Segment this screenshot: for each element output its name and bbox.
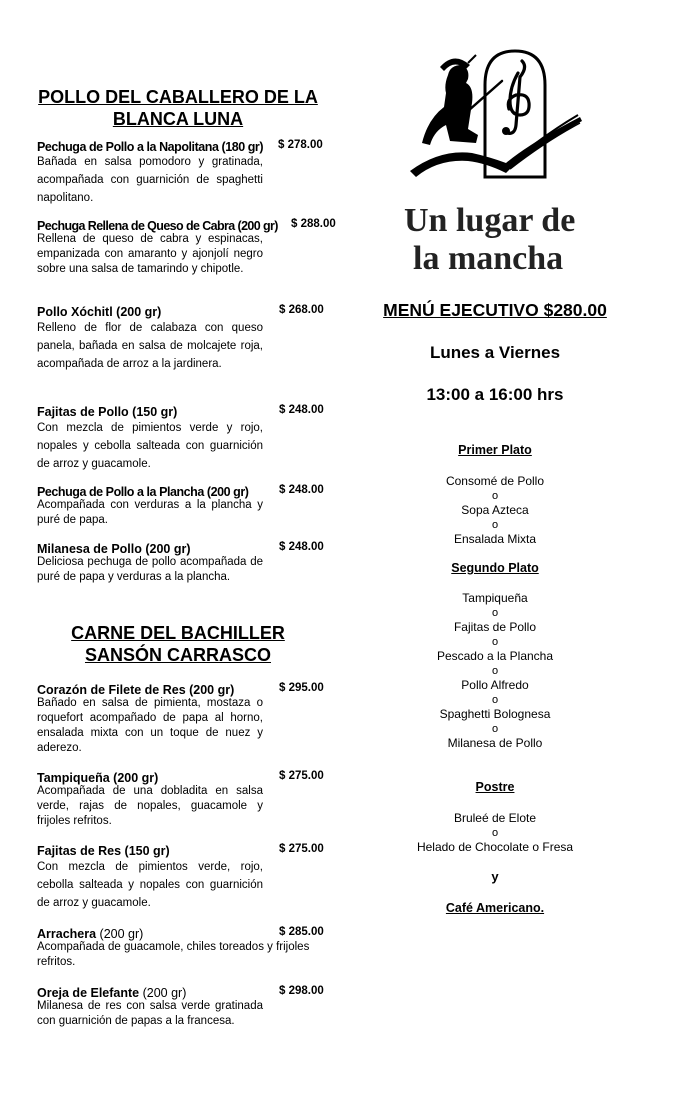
- menu-item: [37, 217, 336, 277]
- separator: o: [491, 664, 499, 677]
- item-description: Rellena de queso de cabra y espinacas, empanizada con amaranto y ajonjolí negro sobre una salsa de tamarindo y chipotle.: [37, 233, 263, 275]
- list-item: Milanesa de Pollo: [447, 736, 543, 750]
- item-name: Oreja de Elefante (200 gr): [37, 986, 187, 1000]
- dessert-title: Postre: [475, 780, 515, 794]
- don-quixote-music-book-logo-icon: [410, 45, 585, 180]
- item-description: Bañado en salsa de pimienta, mostaza o roquefort acompañado de papa al horno, ensalada mixta con un toque de nuez y aderezo.: [37, 697, 263, 754]
- section-title-pollo: POLLO DEL CABALLERO DE LA BLANCA LUNA: [38, 87, 318, 129]
- item-price: $ 248.00: [279, 541, 324, 553]
- item-name: Corazón de Filete de Res (200 gr): [37, 683, 235, 697]
- menu-item: [37, 984, 324, 1029]
- item-description: Deliciosa pechuga de pollo acompañada de puré de papa y verduras a la plancha.: [37, 556, 263, 583]
- first-course-title: Primer Plato: [458, 443, 532, 457]
- list-item: Spaghetti Bolognesa: [439, 707, 551, 721]
- dessert-list: [340, 811, 650, 855]
- separator: o: [491, 826, 499, 839]
- and-label: y: [491, 869, 499, 884]
- item-name: Pechuga de Pollo a la Napolitana (180 gr): [37, 140, 264, 154]
- item-price: $ 278.00: [278, 139, 323, 151]
- executive-menu-title: MENÚ EJECUTIVO $280.00: [383, 300, 607, 320]
- item-name: Milanesa de Pollo (200 gr): [37, 542, 191, 556]
- menu-item: [37, 303, 324, 373]
- restaurant-name: [404, 202, 604, 278]
- list-item: Tampiqueña: [462, 591, 528, 605]
- coffee-label: Café Americano.: [445, 901, 545, 915]
- first-course-list: [340, 474, 650, 547]
- days-label: Lunes a Viernes: [429, 343, 561, 362]
- item-description: Con mezcla de pimientos verde, rojo, cebolla salteada y nopales con guarnición de arroz y guacamole.: [37, 861, 263, 909]
- list-item: Sopa Azteca: [461, 503, 529, 517]
- item-price: $ 285.00: [279, 926, 324, 938]
- list-item: Consomé de Pollo: [445, 474, 545, 488]
- item-price: $ 268.00: [279, 304, 324, 316]
- menu-item: [37, 403, 324, 473]
- item-price: $ 275.00: [279, 770, 324, 782]
- item-price: $ 248.00: [279, 484, 324, 496]
- item-description: Con mezcla de pimientos verde y rojo, nopales y cebolla salteada con guarnición de arroz y guacamole.: [37, 422, 263, 470]
- item-description: Acompañada de una dobladita en salsa verde, rajas de nopales, guacamole y frijoles refritos.: [37, 785, 263, 827]
- list-item: Ensalada Mixta: [453, 532, 537, 546]
- list-item: Pollo Alfredo: [461, 678, 529, 692]
- item-price: $ 288.00: [291, 218, 336, 230]
- item-price: $ 248.00: [279, 404, 324, 416]
- menu-item: [37, 483, 324, 528]
- item-price: $ 298.00: [279, 985, 324, 997]
- item-price: $ 275.00: [279, 843, 324, 855]
- hours-label: 13:00 a 16:00 hrs: [426, 385, 564, 404]
- brand-line-2: la mancha: [413, 240, 564, 277]
- separator: o: [491, 489, 499, 502]
- item-name: Pollo Xóchitl (200 gr): [37, 305, 162, 319]
- list-item: Helado de Chocolate o Fresa: [416, 840, 574, 854]
- separator: o: [491, 518, 499, 531]
- item-name: Fajitas de Res (150 gr): [37, 844, 170, 858]
- second-course-title: Segundo Plato: [451, 561, 539, 575]
- section-title-carne: CARNE DEL BACHILLER SANSÓN CARRASCO: [71, 623, 285, 665]
- second-course-list: [340, 591, 650, 751]
- menu-item: [37, 925, 337, 970]
- menu-item: [37, 681, 324, 756]
- item-description: Acompañada con verduras a la plancha y puré de papa.: [37, 499, 263, 526]
- list-item: Fajitas de Pollo: [453, 620, 537, 634]
- list-item: Pescado a la Plancha: [436, 649, 554, 663]
- item-description: Acompañada de guacamole, chiles toreados y frijoles refritos.: [37, 941, 310, 968]
- menu-item: [37, 540, 324, 585]
- item-name: Pechuga de Pollo a la Plancha (200 gr): [37, 485, 249, 499]
- item-description: Bañada en salsa pomodoro y gratinada, acompañada con guarnición de spaghetti napolitano.: [37, 156, 263, 204]
- item-name: Pechuga Rellena de Queso de Cabra (200 gr): [37, 219, 278, 233]
- menu-item: [37, 769, 324, 829]
- item-name: Fajitas de Pollo (150 gr): [37, 405, 178, 419]
- separator: o: [491, 606, 499, 619]
- item-name: Tampiqueña (200 gr): [37, 771, 159, 785]
- menu-item: [37, 842, 324, 912]
- brand-line-1: Un lugar de: [404, 202, 576, 239]
- item-price: $ 295.00: [279, 682, 324, 694]
- menu-item: [37, 138, 323, 207]
- separator: o: [491, 722, 499, 735]
- item-name: Arrachera (200 gr): [37, 927, 144, 941]
- separator: o: [491, 693, 499, 706]
- item-description: Relleno de flor de calabaza con queso panela, bañada en salsa de molcajete roja, acompañada de arroz a la jardinera.: [37, 322, 263, 370]
- item-description: Milanesa de res con salsa verde gratinada con guarnición de papas a la francesa.: [37, 1000, 263, 1027]
- list-item: Bruleé de Elote: [453, 811, 537, 825]
- separator: o: [491, 635, 499, 648]
